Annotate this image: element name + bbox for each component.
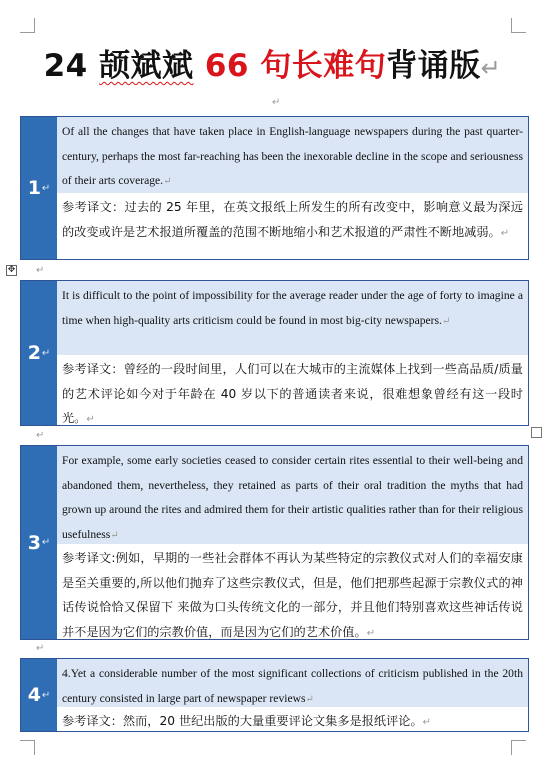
table-resize-handle-icon[interactable] (531, 427, 542, 438)
english-sentence: Of all the changes that have taken place in English-language newspapers during the past quarter-century, perhaps the most far-reaching has been the inexorable decline in the scope and seriousness of their arts coverage.↵ (57, 117, 528, 195)
paragraph-mark-icon: ↵ (36, 430, 45, 441)
paragraph-mark-icon: ↵ (86, 414, 95, 425)
paragraph-mark-icon: ↵ (480, 54, 502, 82)
paragraph-mark-icon: ↵ (422, 717, 432, 728)
document-title (0, 46, 545, 88)
sentence-number: 1 ↵ (21, 117, 57, 259)
title-subject: 句长难句 (260, 48, 387, 84)
english-sentence: 4.Yet a considerable number of the most significant collections of criticism published in the 20th century consisted in large part of newspaper reviews↵ (57, 659, 528, 709)
sentence-block-4 (20, 658, 529, 732)
paragraph-mark-icon: ↵ (41, 537, 51, 548)
sentence-block-2 (20, 280, 529, 426)
title-edition: 背诵版 (386, 48, 481, 84)
english-sentence: For example, some early societies ceased to consider certain rites essential to their well-being and abandoned them, nevertheless, they retained as parts of their oral tradition the myths that had grown up around the rites and admired them for their artistic qualities rather than for their religious usefulness↵ (57, 446, 528, 546)
paragraph-mark-icon: ↵ (36, 643, 45, 654)
paragraph-mark-icon: ↵ (441, 315, 451, 327)
sentence-block-3 (20, 445, 529, 640)
paragraph-mark-icon: ↵ (366, 627, 376, 639)
sentence-block-1 (20, 116, 529, 260)
paragraph-mark-icon: ↵ (163, 176, 172, 187)
title-author: 颉斌斌 (99, 48, 194, 84)
chinese-translation: 参考译文：过去的 25 年里，在英文报纸上所发生的所有改变中，影响意义最为深远的改变或许是艺术报道所覆盖的范围不断地缩小和艺术报道的严肃性不断地减弱。↵ (57, 193, 528, 259)
chinese-translation: 参考译文：曾经的一段时间里，人们可以在大城市的主流媒体上找到一些高品质/质量的艺术评论如今对于年龄在 40 岁以下的普通读者来说，很难想象曾经有这一段时光。↵ (57, 355, 528, 425)
sentence-number: 3 ↵ (21, 446, 57, 639)
chinese-translation: 参考译文：然而，20 世纪出版的大量重要评论文集多是报纸评论。↵ (57, 707, 528, 731)
paragraph-mark-icon: ↵ (272, 97, 281, 108)
sentence-number: 4 ↵ (21, 659, 57, 731)
paragraph-mark-icon: ↵ (110, 529, 119, 541)
paragraph-mark-icon: ↵ (36, 265, 45, 276)
title-count: 66 (193, 48, 261, 84)
paragraph-mark-icon: ↵ (500, 227, 510, 239)
paragraph-mark-icon: ↵ (305, 693, 314, 705)
title-number: 24 (43, 48, 100, 84)
margin-corner-top-right (511, 18, 526, 33)
english-sentence: It is difficult to the point of impossibility for the average reader under the age of forty to imagine a time when high-quality arts criticism could be found in most big-city newspapers.↵ (57, 281, 528, 357)
margin-corner-top-left (20, 18, 35, 33)
paragraph-mark-icon: ↵ (41, 347, 51, 359)
sentence-number: 2 ↵ (21, 281, 57, 425)
paragraph-mark-icon: ↵ (41, 182, 51, 194)
table-move-handle-icon[interactable]: ✥ (7, 265, 16, 275)
margin-corner-bottom-left (20, 740, 35, 755)
margin-corner-bottom-right (511, 740, 526, 755)
chinese-translation: 参考译文:例如，早期的一些社会群体不再认为某些特定的宗教仪式对人们的幸福安康是至关重要的,所以他们抛弃了这些宗教仪式，但是，他们把那些起源于宗教仪式的神话传说恰恰又保留下 来做为口头传统文化的一部分，并且他们特别喜欢这些神话传说并不是因为它们的宗教价值，而是因为它们的艺术价值。↵ (57, 544, 528, 639)
paragraph-mark-icon: ↵ (41, 689, 51, 701)
